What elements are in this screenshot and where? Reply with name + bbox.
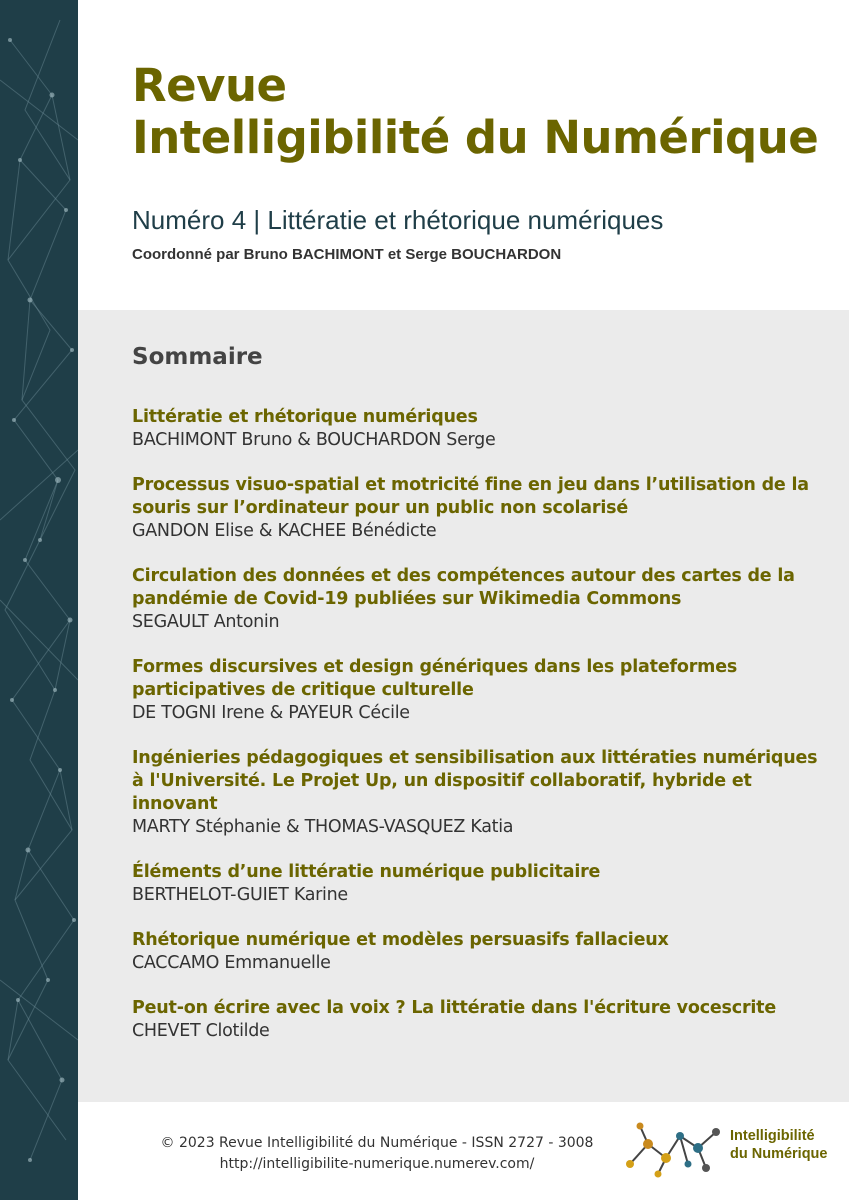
article-title[interactable]: Éléments d’une littératie numérique publicitaire [132,862,601,882]
article-title[interactable]: Formes discursives et design génériques dans les plateformes participatives de critique culturelle [132,657,738,700]
journal-title-line2: Intelligibilité du Numérique [132,111,819,164]
journal-header [132,60,832,263]
network-pattern-graphic [0,0,78,1200]
journal-logo [618,1114,838,1182]
article-authors: DE TOGNI Irene & PAYEUR Cécile [132,703,410,723]
article-authors: BERTHELOT-GUIET Karine [132,885,348,905]
coordinators-line: Coordonné par Bruno BACHIMONT et Serge BOUCHARDON [132,246,562,263]
toc-heading: Sommaire [132,344,263,370]
decorative-network-sidebar [0,0,78,1200]
toc-entry[interactable] [132,997,832,1043]
logo-text-line1: Intelligibilité [730,1128,815,1144]
article-title[interactable]: Processus visuo-spatial et motricité fine en jeu dans l’utilisation de la souris sur l’ordinateur pour un public non scolarisé [132,475,809,518]
toc-entry[interactable] [132,656,832,725]
logo-wordmark [730,1127,827,1163]
journal-title [132,60,832,164]
article-title[interactable]: Ingénieries pédagogiques et sensibilisation aux littératies numériques à l'Université. Le Projet Up, un dispositif collaboratif, hybride et innovant [132,748,818,814]
article-authors: BACHIMONT Bruno & BOUCHARDON Serge [132,430,496,450]
footer [142,1133,612,1175]
table-of-contents [78,310,849,1102]
article-authors: GANDON Elise & KACHEE Bénédicte [132,521,437,541]
article-authors: CHEVET Clotilde [132,1021,270,1041]
article-title[interactable]: Rhétorique numérique et modèles persuasifs fallacieux [132,930,669,950]
toc-entry[interactable] [132,861,832,907]
issue-subtitle: Numéro 4 | Littératie et rhétorique numériques [132,205,664,235]
copyright-notice: © 2023 Revue Intelligibilité du Numérique - ISSN 2727 - 3008 [160,1135,594,1151]
journal-title-line1: Revue [132,59,287,112]
toc-entry[interactable] [132,474,832,543]
toc-entry[interactable] [132,747,832,839]
network-logo-icon [618,1114,730,1182]
logo-text-line2: du Numérique [730,1146,828,1162]
article-authors: SEGAULT Antonin [132,612,280,632]
article-title[interactable]: Littératie et rhétorique numériques [132,407,478,427]
article-title[interactable]: Circulation des données et des compétences autour des cartes de la pandémie de Covid-19 publiées sur Wikimedia Commons [132,566,795,609]
toc-entry[interactable] [132,406,832,452]
article-authors: CACCAMO Emmanuelle [132,953,331,973]
journal-url-link[interactable]: http://intelligibilite-numerique.numerev.com/ [219,1156,535,1172]
article-title[interactable]: Peut-on écrire avec la voix ? La littératie dans l'écriture vocescrite [132,998,777,1018]
toc-entry[interactable] [132,929,832,975]
toc-entries [132,406,832,1065]
article-authors: MARTY Stéphanie & THOMAS-VASQUEZ Katia [132,817,514,837]
toc-entry[interactable] [132,565,832,634]
